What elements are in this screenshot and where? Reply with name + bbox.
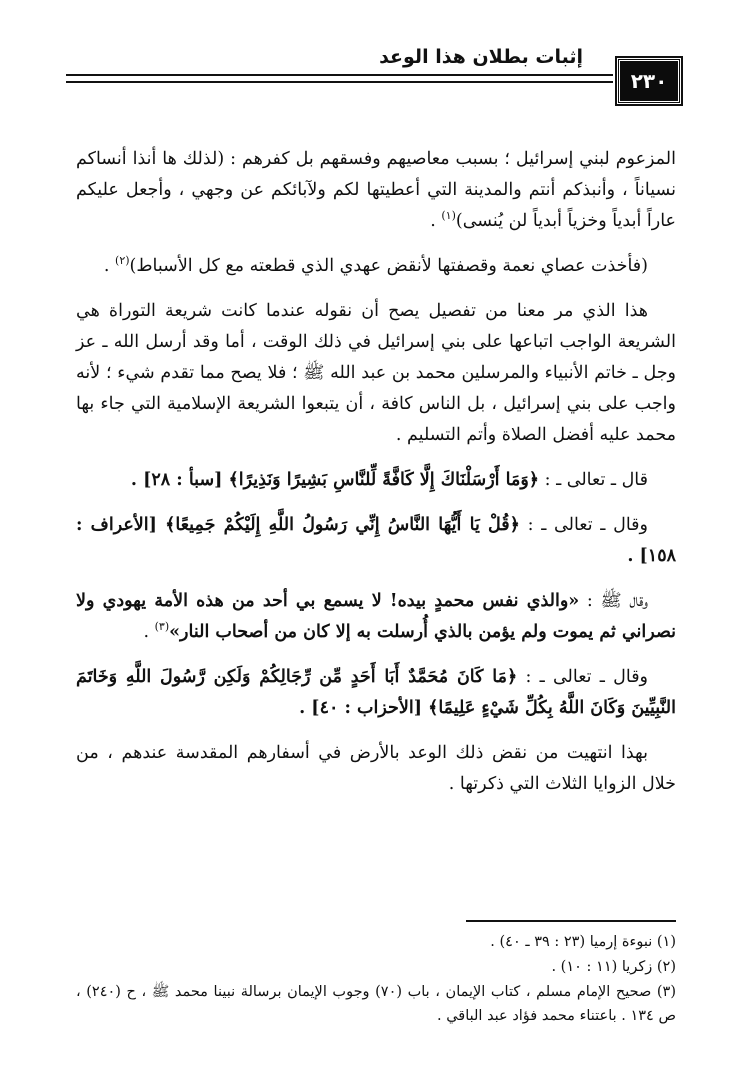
running-title: إثبات بطلان هذا الوعد — [379, 46, 583, 68]
verse-reference: [الأعراف : ١٥٨] . — [76, 515, 676, 566]
main-text — [76, 144, 676, 814]
citation-lead: قال ـ تعالى ـ : — [539, 470, 648, 490]
verse-text: ﴿مَا كَانَ مُحَمَّدٌ أَبَا أَحَدٍ مِّن رِّجَالِكُمْ وَلَكِن رَّسُولَ اللَّهِ وَخَاتَمَ النَّبِيِّينَ وَكَانَ اللَّهُ بِكُلِّ شَيْءٍ عَلِيمًا﴾ — [76, 667, 676, 718]
paragraph-conclusion: بهذا انتهيت من نقض ذلك الوعد بالأرض في أسفارهم المقدسة عندهم ، من خلال الزوايا الثلاث التي ذكرتها . — [76, 743, 676, 794]
footnote-1: (١) نبوءة إرميا (٢٣ : ٣٩ ـ ٤٠) . — [490, 934, 676, 950]
verse-text: ﴿قُلْ يَا أَيُّهَا النَّاسُ إِنِّي رَسُولُ اللَّهِ إِلَيْكُمْ جَمِيعًا﴾ — [165, 515, 520, 535]
paragraph-quote-1 — [76, 144, 676, 237]
verse-text: ﴿وَمَا أَرْسَلْنَاكَ إِلَّا كَافَّةً لِّلنَّاسِ بَشِيرًا وَنَذِيرًا﴾ — [228, 470, 540, 490]
paragraph-text: المزعوم لبني إسرائيل ؛ بسبب معاصيهم وفسقهم بل كفرهم : (لذلك ها أنذا أنساكم نسياناً ، وأنبذكم أنتم والمدينة التي أعطيتها لكم ولآبائكم عن وجهي ، وأجعل عليكم عاراً أبدياً وخزياً أبدياً لن يُنسى) — [76, 149, 676, 231]
paragraph-text: (فأخذت عصاي نعمة وقصفتها لأنقض عهدي الذي قطعته مع كل الأسباط) — [129, 256, 648, 276]
footnote-separator — [466, 920, 676, 922]
verse-reference: [الأحزاب : ٤٠] . — [299, 698, 429, 718]
page-number: ٢٣٠ — [617, 58, 681, 104]
citation-lead: وقال ـ تعالى ـ : — [519, 515, 648, 535]
quran-citation-1 — [76, 465, 676, 496]
paragraph-end: . — [430, 211, 442, 231]
paragraph-quote-2 — [76, 251, 676, 282]
hadith-citation — [76, 586, 676, 648]
footnote-marker-2[interactable]: (٢) — [115, 254, 130, 268]
citation-lead: وقال ـ تعالى ـ : — [517, 667, 649, 687]
citation-lead: وقال ﷺ : — [579, 591, 649, 611]
footnote-3: (٣) صحيح الإمام مسلم ، كتاب الإيمان ، باب (٧٠) وجوب الإيمان برسالة نبينا محمد ﷺ ، ح (٢٤٠) ، ص ١٣٤ . باعتناء محمد فؤاد عبد الباقي . — [76, 984, 676, 1024]
quran-citation-2 — [76, 510, 676, 572]
footnotes — [76, 930, 676, 1029]
quran-citation-3 — [76, 662, 676, 724]
paragraph-discussion: هذا الذي مر معنا من تفصيل يصح أن نقوله عندما كانت شريعة التوراة هي الشريعة الواجب اتباعها على بني إسرائيل في ذلك الوقت ، أما وقد أرسل الله ـ عز وجل ـ خاتم الأنبياء والمرسلين محمد بن عبد الله ﷺ ؛ فلا يصح مما تقدم شيء ؛ لأنه واجب على بني إسرائيل ، بل الناس كافة ، أن يتبعوا الشريعة الإسلامية التي جاء بها محمد عليه أفضل الصلاة وأتم التسليم . — [76, 301, 676, 445]
footnote-marker-1[interactable]: (١) — [441, 209, 456, 223]
paragraph-end: . — [103, 256, 116, 276]
header-rule-bottom — [66, 81, 613, 83]
paragraph-end: . — [143, 622, 155, 642]
verse-reference: [سبأ : ٢٨] . — [130, 470, 229, 490]
header-rule-top — [66, 74, 613, 76]
hadith-text: «والذي نفس محمدٍ بيده! لا يسمع بي أحد من هذه الأمة يهودي ولا نصراني ثم يموت ولم يؤمن بالذي أُرسلت به إلا كان من أصحاب النار» — [76, 591, 676, 642]
footnote-2: (٢) زكريا (١١ : ١٠) . — [551, 959, 676, 975]
page-header — [66, 38, 681, 108]
footnote-marker-3[interactable]: (٣) — [154, 620, 170, 634]
